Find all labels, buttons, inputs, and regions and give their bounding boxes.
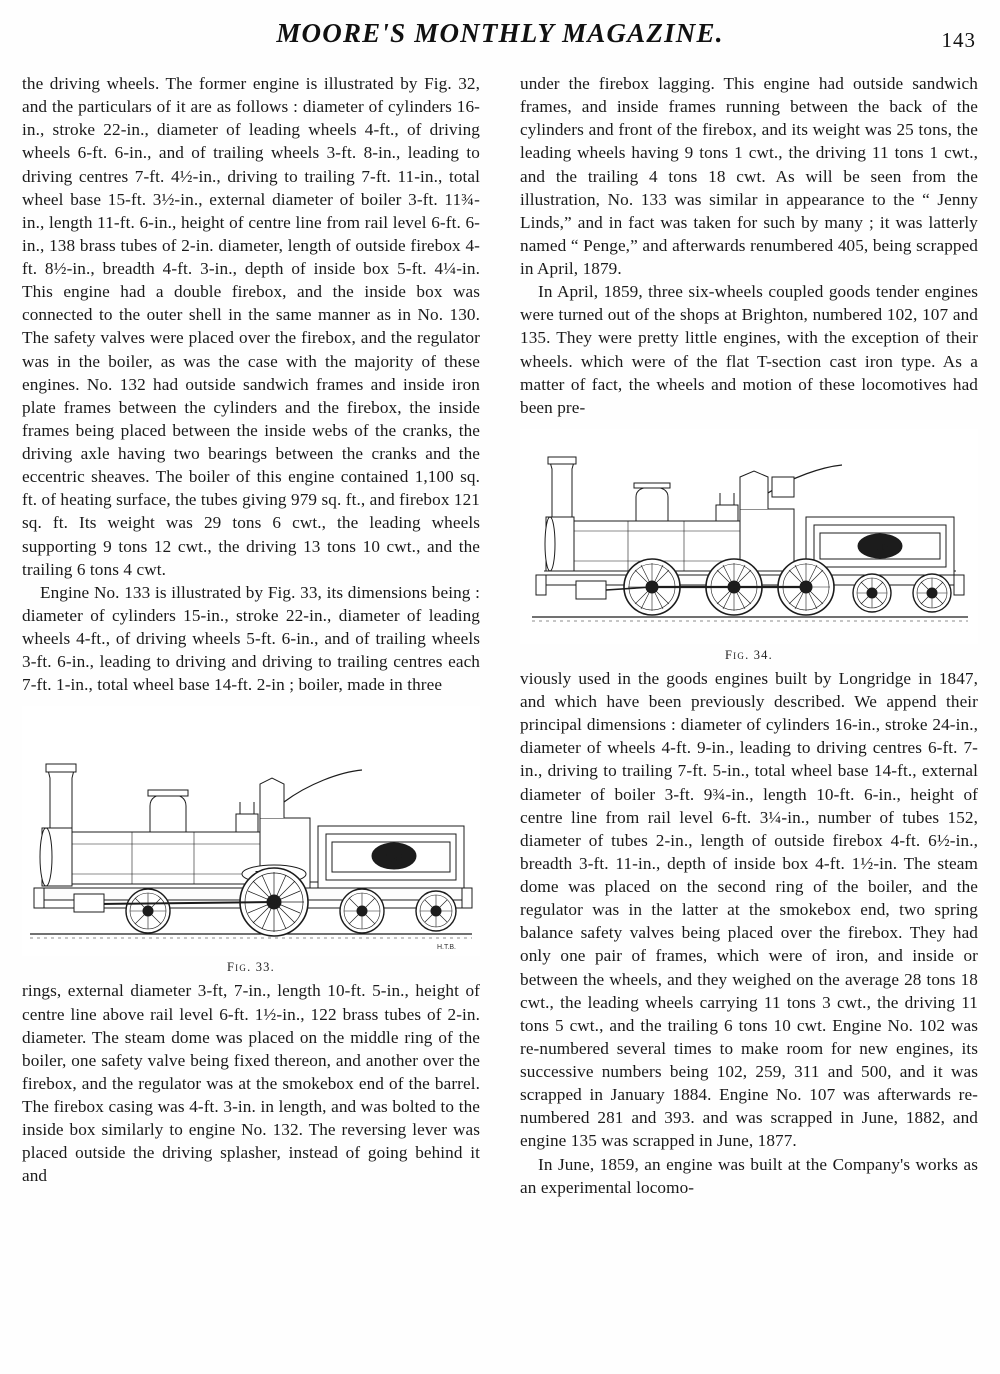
paragraph: under the firebox lagging. This engine had outside sandwich frames, and inside frames running between the back of the cylinders and front of the firebox, and its weight was 25 tons, the leading wheels having 9 tons 1 cwt., the driving 11 tons 1 cwt., and the trailing 4 tons 18 cwt. As will be seen from the illustration, No. 133 was similar in appearance to the “ Jenny Linds,” and in fact was taken for such by many ; it was latterly named “ Penge,” and afterwards renumbered 405, being scrapped in April, 1879. xyxy=(520,74,978,278)
engine-number-plate: 136 xyxy=(872,541,888,553)
paragraph: viously used in the goods engines built by Longridge in 1847, and which have been previously described. We append their principal dimensions : diameter of cylinders 16-in., stroke 24-in., diameter of wheels 4-ft. 9-in., leading to driving centres 6-ft. 7-in., driving to trailing 7-ft. 5-in., total wheel base 14-ft., external diameter of boiler 3-ft. 9¾-in., length 10-ft. 6-in., height of centre line from rail level 6-ft. 3¼-in., number of tubes 152, diameter of tubes 2-in., length of outside firebox 4-ft. 6½-in., breadth 3-ft. 11-in., depth of inside box 4-ft. 1½-in. The steam dome was placed on the second ring of the boiler, and the regulator was in the latter at the smokebox end, two spring balance safety valves being placed over the firebox. They had only one pair of frames, which were of iron, and inside or between the wheels, and they weighed on the average 28 tons 18 cwt., the leading wheels carrying 11 tons 3 cwt., the driving 11 tons 5 cwt., and the trailing 6 tons 10 cwt. Engine No. 102 was re-numbered several times to make room for new engines, its successive numbers being 102, 259, 311 and 500, and it was scrapped in January 1884. Engine No. 107 was afterwards re-numbered 281 and 393. and was scrapped in June, 1882, and engine 135 was scrapped in June, 1877. xyxy=(520,668,978,1151)
artist-mark: H.T.B. xyxy=(436,944,456,952)
paragraph: Engine No. 133 is illustrated by Fig. 33, its dimensions being : diameter of cylinders 15-in., stroke 22-in., diameter of leading wheels 4-ft., of driving wheels 5-ft. 6-in., and of trailing wheels 3-ft. 6-in., leading to driving and driving to trailing centres each 7-ft. 1-in., total wheel base 14-ft. 2-in ; boiler, made in three xyxy=(22,582,480,695)
right-column xyxy=(520,72,978,1199)
locomotive-illustration-goods-engine xyxy=(520,429,978,644)
page-header xyxy=(0,18,1000,66)
page-number: 143 xyxy=(941,28,976,52)
figure-34 xyxy=(520,429,978,663)
two-column-body xyxy=(22,72,978,1362)
paragraph: In June, 1859, an engine was built at the Company's works as an experimental locomo- xyxy=(520,1154,978,1197)
page-title: MOORE'S MONTHLY MAGAZINE. xyxy=(276,18,724,48)
paragraph: In April, 1859, three six-wheels coupled goods tender engines were turned out of the shops at Brighton, numbered 102, 107 and 135. They were pretty little engines, with the exception of their wheels. which were of the flat T-section cast iron type. As a matter of fact, the wheels and motion of these locomotives had been pre- xyxy=(520,282,978,417)
locomotive-illustration-penge xyxy=(22,706,480,956)
paragraph: the driving wheels. The former engine is illustrated by Fig. 32, and the particulars of it are as follows : diameter of cylinders 16-in., stroke 22-in., diameter of leading wheels 4-ft., of driving wheels 6-ft. 6-in., and of trailing wheels 3-ft. 8-in., leading to driving centres 7-ft. 4½-in., driving to trailing 7-ft. 11-in., total wheel base 15-ft. 3½-in., external diameter of boiler 3-ft. 11¾-in., length 11-ft. 6-in., height of centre line from rail level 6-ft. 6-in., 138 brass tubes of 2-in. diameter, length of outside firebox 4-ft. 8½-in., breadth 4-ft. 3-in., depth of inside box 5-ft. 4¼-in. This engine had a double firebox, and the inside box was connected to the outer shell in the same manner as in No. 130. The safety valves were placed over the firebox, and the regulator was in the boiler, as was the case with the majority of these engines. No. 132 had outside sandwich frames and inside iron plate frames between the cylinders and the firebox, the inside frames being placed between the inside webs of the cranks, the driving axle having two bearings between the cranks and the eccentric sheaves. The boiler of this engine contained 1,100 sq. ft. of heating surface, the tubes giving 979 sq. ft., and firebox 121 sq. ft. Its weight was 29 tons 6 cwt., the leading wheels supporting 9 tons 12 cwt., the driving 13 tons 10 cwt., and the trailing 6 tons 4 cwt. xyxy=(22,74,480,579)
engine-number-plate: 133 xyxy=(385,852,403,865)
figure-caption: Fig. 34. xyxy=(725,647,773,662)
figure-caption: Fig. 33. xyxy=(227,960,275,975)
paragraph: rings, external diameter 3-ft, 7-in., length 10-ft. 5-in., height of centre line above rail level 6-ft. 1½-in., 122 brass tubes of 2-in. diameter. The steam dome was placed on the middle ring of the boiler, one safety valve being fixed thereon, and another over the firebox, and the regulator was at the smokebox end of the barrel. The firebox casing was 4-ft. 3-in. in length, and was bolted to the inside box similarly to engine No. 132. The reversing lever was placed outside the driving splasher, instead of going behind it and xyxy=(22,981,480,1186)
figure-33 xyxy=(22,706,480,975)
left-column xyxy=(22,72,480,1188)
